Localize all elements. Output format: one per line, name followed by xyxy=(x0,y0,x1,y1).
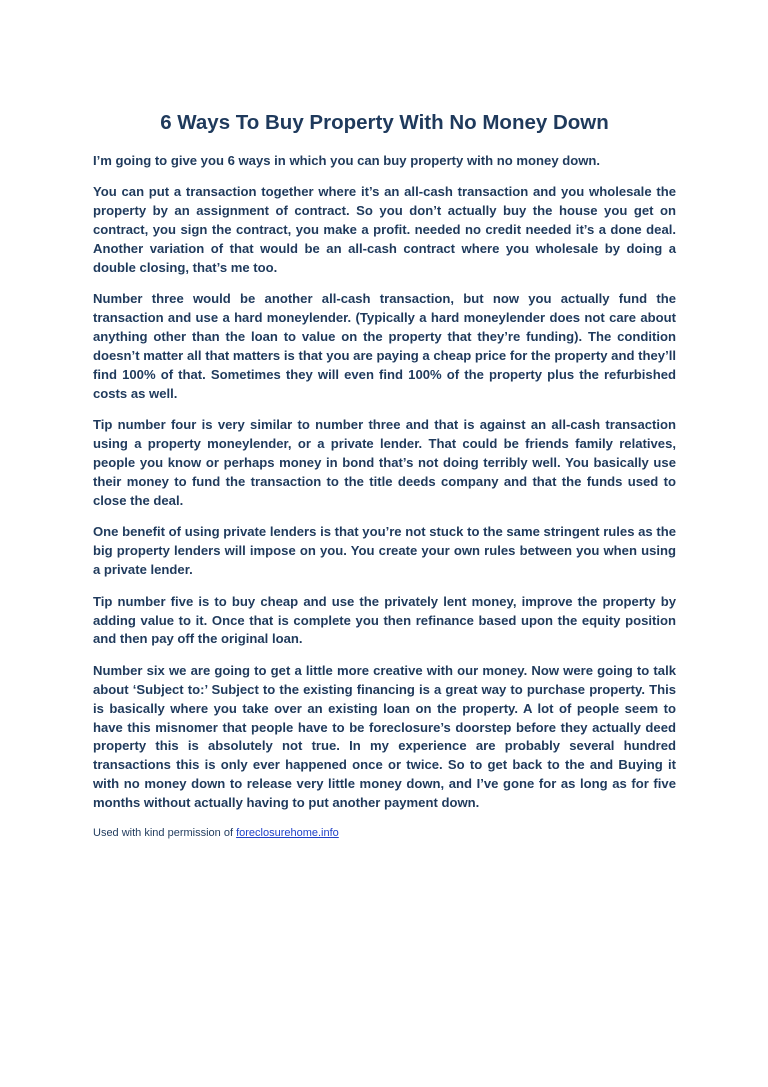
credit-prefix: Used with kind permission of xyxy=(93,826,237,839)
paragraph-subject-to: Number six we are going to get a little more creative with our money. Now were going to talk about ‘Subject to:’ Subject to the existing financing is a great way to purchase property. This is basically where you take over an existing loan on the property. A lot of people seem to have this misnomer that people have to be foreclosure’s doorstep before they actually deed property this is absolutely not true. In my experience are probably several hundred transactions this is only ever happened once or twice. So to get back to the and Buying it with no money down to release very little money down, and I’ve gone for as long as for five months without actually having to put another payment down. xyxy=(93,662,676,811)
paragraph-hard-moneylender: Number three would be another all-cash transaction, but now you actually fund the transaction and use a hard moneylender. (Typically a hard moneylender does not care about anything other than the loan to value on the property that they’re funding). The condition doesn’t matter all that matters is that you are paying a cheap price for the property and they’ll find 100% of that. Sometimes they will even find 100% of the property plus the refurbished costs as well. xyxy=(93,291,676,401)
document-body xyxy=(93,152,676,840)
paragraph-intro: I’m going to give you 6 ways in which you can buy property with no money down. xyxy=(93,153,601,168)
credit-line xyxy=(93,826,676,840)
page-title: 6 Ways To Buy Property With No Money Down xyxy=(160,111,609,134)
paragraph-wholesale: You can put a transaction together where it’s an all-cash transaction and you wholesale the property by an assignment of contract. So you don’t actually buy the house you get on contract, you sign the contract, you make a profit. needed no credit needed it’s a done deal. Another variation of that would be an all-cash contract where you wholesale by doing a double closing, that’s me too. xyxy=(93,184,676,276)
paragraph-refinance: Tip number five is to buy cheap and use the privately lent money, improve the property by adding value to it. Once that is complete you then refinance based upon the equity position and then pay off the original loan. xyxy=(93,593,676,647)
paragraph-private-lender: Tip number four is very similar to number three and that is against an all-cash transaction using a property moneylender, or a private lender. That could be friends family relatives, people you know or perhaps money in bond that’s not doing terribly well. You basically use their money to fund the transaction to the title deeds company and that the funds used to close the deal. xyxy=(93,417,676,508)
paragraph-private-lender-benefit: One benefit of using private lenders is that you’re not stuck to the same stringent rules as the big property lenders will impose on you. You create your own rules between you when using a private lender. xyxy=(93,524,676,578)
credit-link[interactable]: foreclosurehome.info xyxy=(236,826,339,839)
